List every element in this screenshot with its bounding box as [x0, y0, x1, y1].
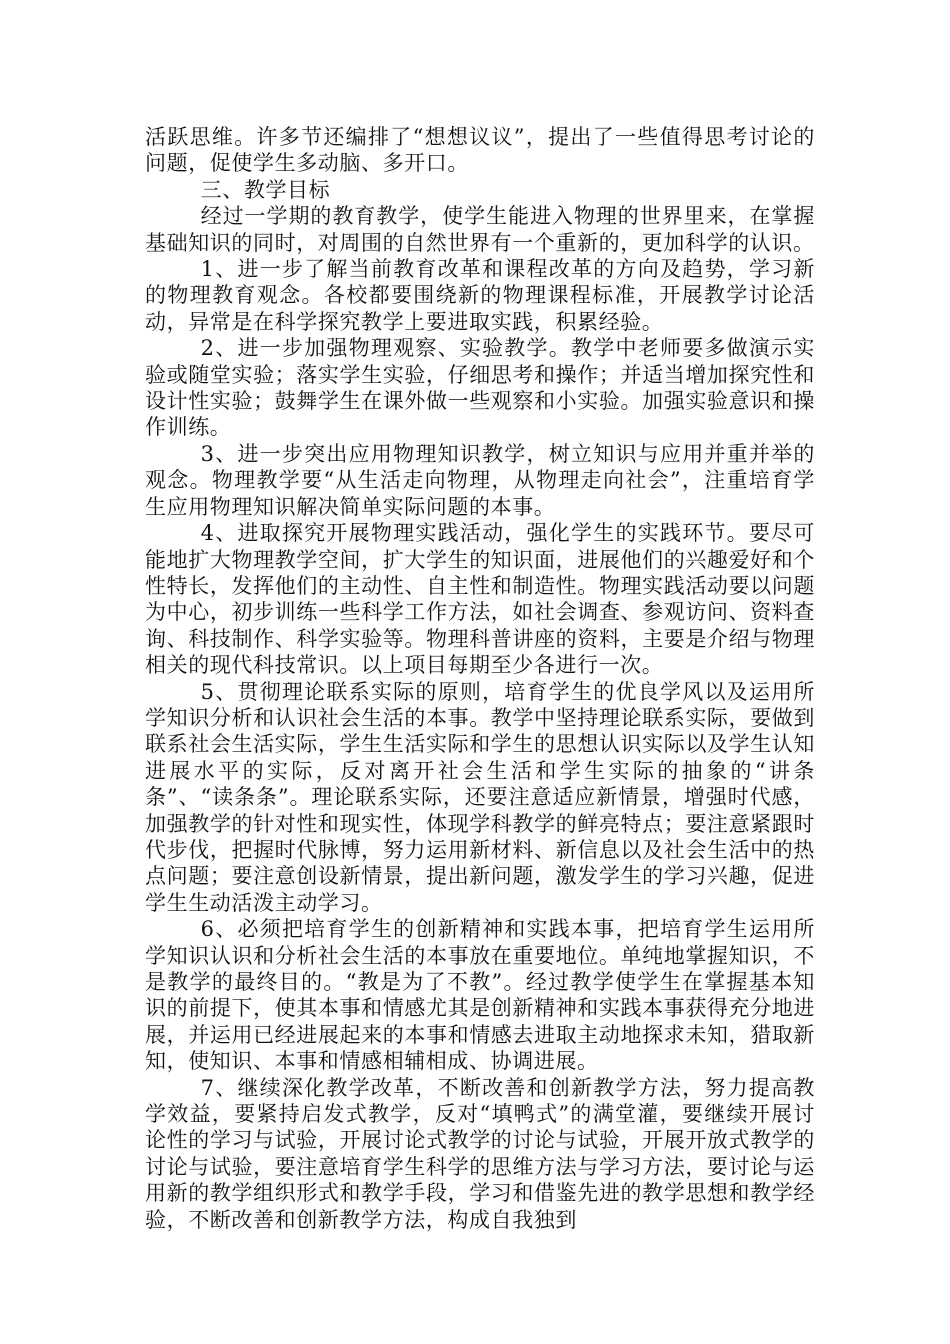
section-heading-teaching-goals: 三、教学目标	[200, 177, 331, 202]
paragraph-goal-4: 4、进取探究开展物理实践活动，强化学生的实践环节。要尽可能地扩大物理教学空间，扩大学生的知识面，进展他们的兴趣爱好和个性特长，发挥他们的主动性、自主性和制造性。物理实践活动要以问题为中心，初步训练一些科学工作方法，如社会调查、参观访问、资料查询、科技制作、科学实验等。物理科普讲座的资料，主要是介绍与物理相关的现代科技常识。以上项目每期至少各进行一次。	[145, 521, 815, 678]
paragraph-goal-6: 6、必须把培育学生的创新精神和实践本事，把培育学生运用所学知识认识和分析社会生活的本事放在重要地位。单纯地掌握知识，不是教学的最终目的。“教是为了不教”。经过教学使学生在掌握基本知识的前提下，使其本事和情感尤其是创新精神和实践本事获得充分地进展，并运用已经进展起来的本事和情感去进取主动地探求未知，猎取新知，使知识、本事和情感相辅相成、协调进展。	[145, 917, 815, 1074]
paragraph-intro: 经过一学期的教育教学，使学生能进入物理的世界里来，在掌握基础知识的同时，对周围的自然世界有一个重新的，更加科学的认识。	[145, 204, 815, 255]
paragraph-goal-1: 1、进一步了解当前教育改革和课程改革的方向及趋势，学习新的物理教育观念。各校都要围绕新的物理课程标准，开展教学讨论活动，异常是在科学探究教学上要进取实践，积累经验。	[145, 257, 815, 334]
paragraph-continuation: 活跃思维。许多节还编排了“想想议议”，提出了一些值得思考讨论的问题，促使学生多动脑、多开口。	[145, 125, 815, 176]
document-body	[145, 124, 815, 1233]
paragraph-goal-7: 7、继续深化教学改革，不断改善和创新教学方法，努力提高教学效益，要紧持启发式教学，反对“填鸭式”的满堂灌，要继续开展讨论性的学习与试验，开展讨论式教学的讨论与试验，开展开放式教学的讨论与试验，要注意培育学生科学的思维方法与学习方法，要讨论与运用新的教学组织形式和教学手段，学习和借鉴先进的教学思想和教学经验，不断改善和创新教学方法，构成自我独到	[145, 1075, 815, 1232]
paragraph-goal-2: 2、进一步加强物理观察、实验教学。教学中老师要多做演示实验或随堂实验；落实学生实验，仔细思考和操作；并适当增加探究性和设计性实验；鼓舞学生在课外做一些观察和小实验。加强实验意识和操作训练。	[145, 336, 815, 440]
paragraph-goal-5: 5、贯彻理论联系实际的原则，培育学生的优良学风以及运用所学知识分析和认识社会生活的本事。教学中坚持理论联系实际，要做到联系社会生活实际，学生生活实际和学生的思想认识实际以及学生认知进展水平的实际，反对离开社会生活和学生实际的抽象的“讲条条”、“读条条”。理论联系实际，还要注意适应新情景，增强时代感，加强教学的针对性和现实性，体现学科教学的鲜亮特点；要注意紧跟时代步伐，把握时代脉博，努力运用新材料、新信息以及社会生活中的热点问题；要注意创设新情景，提出新问题，激发学生的学习兴趣，促进学生生动活泼主动学习。	[145, 679, 815, 915]
paragraph-goal-3: 3、进一步突出应用物理知识教学，树立知识与应用并重并举的观念。物理教学要“从生活走向物理，从物理走向社会”，注重培育学生应用物理知识解决简单实际问题的本事。	[145, 441, 815, 519]
